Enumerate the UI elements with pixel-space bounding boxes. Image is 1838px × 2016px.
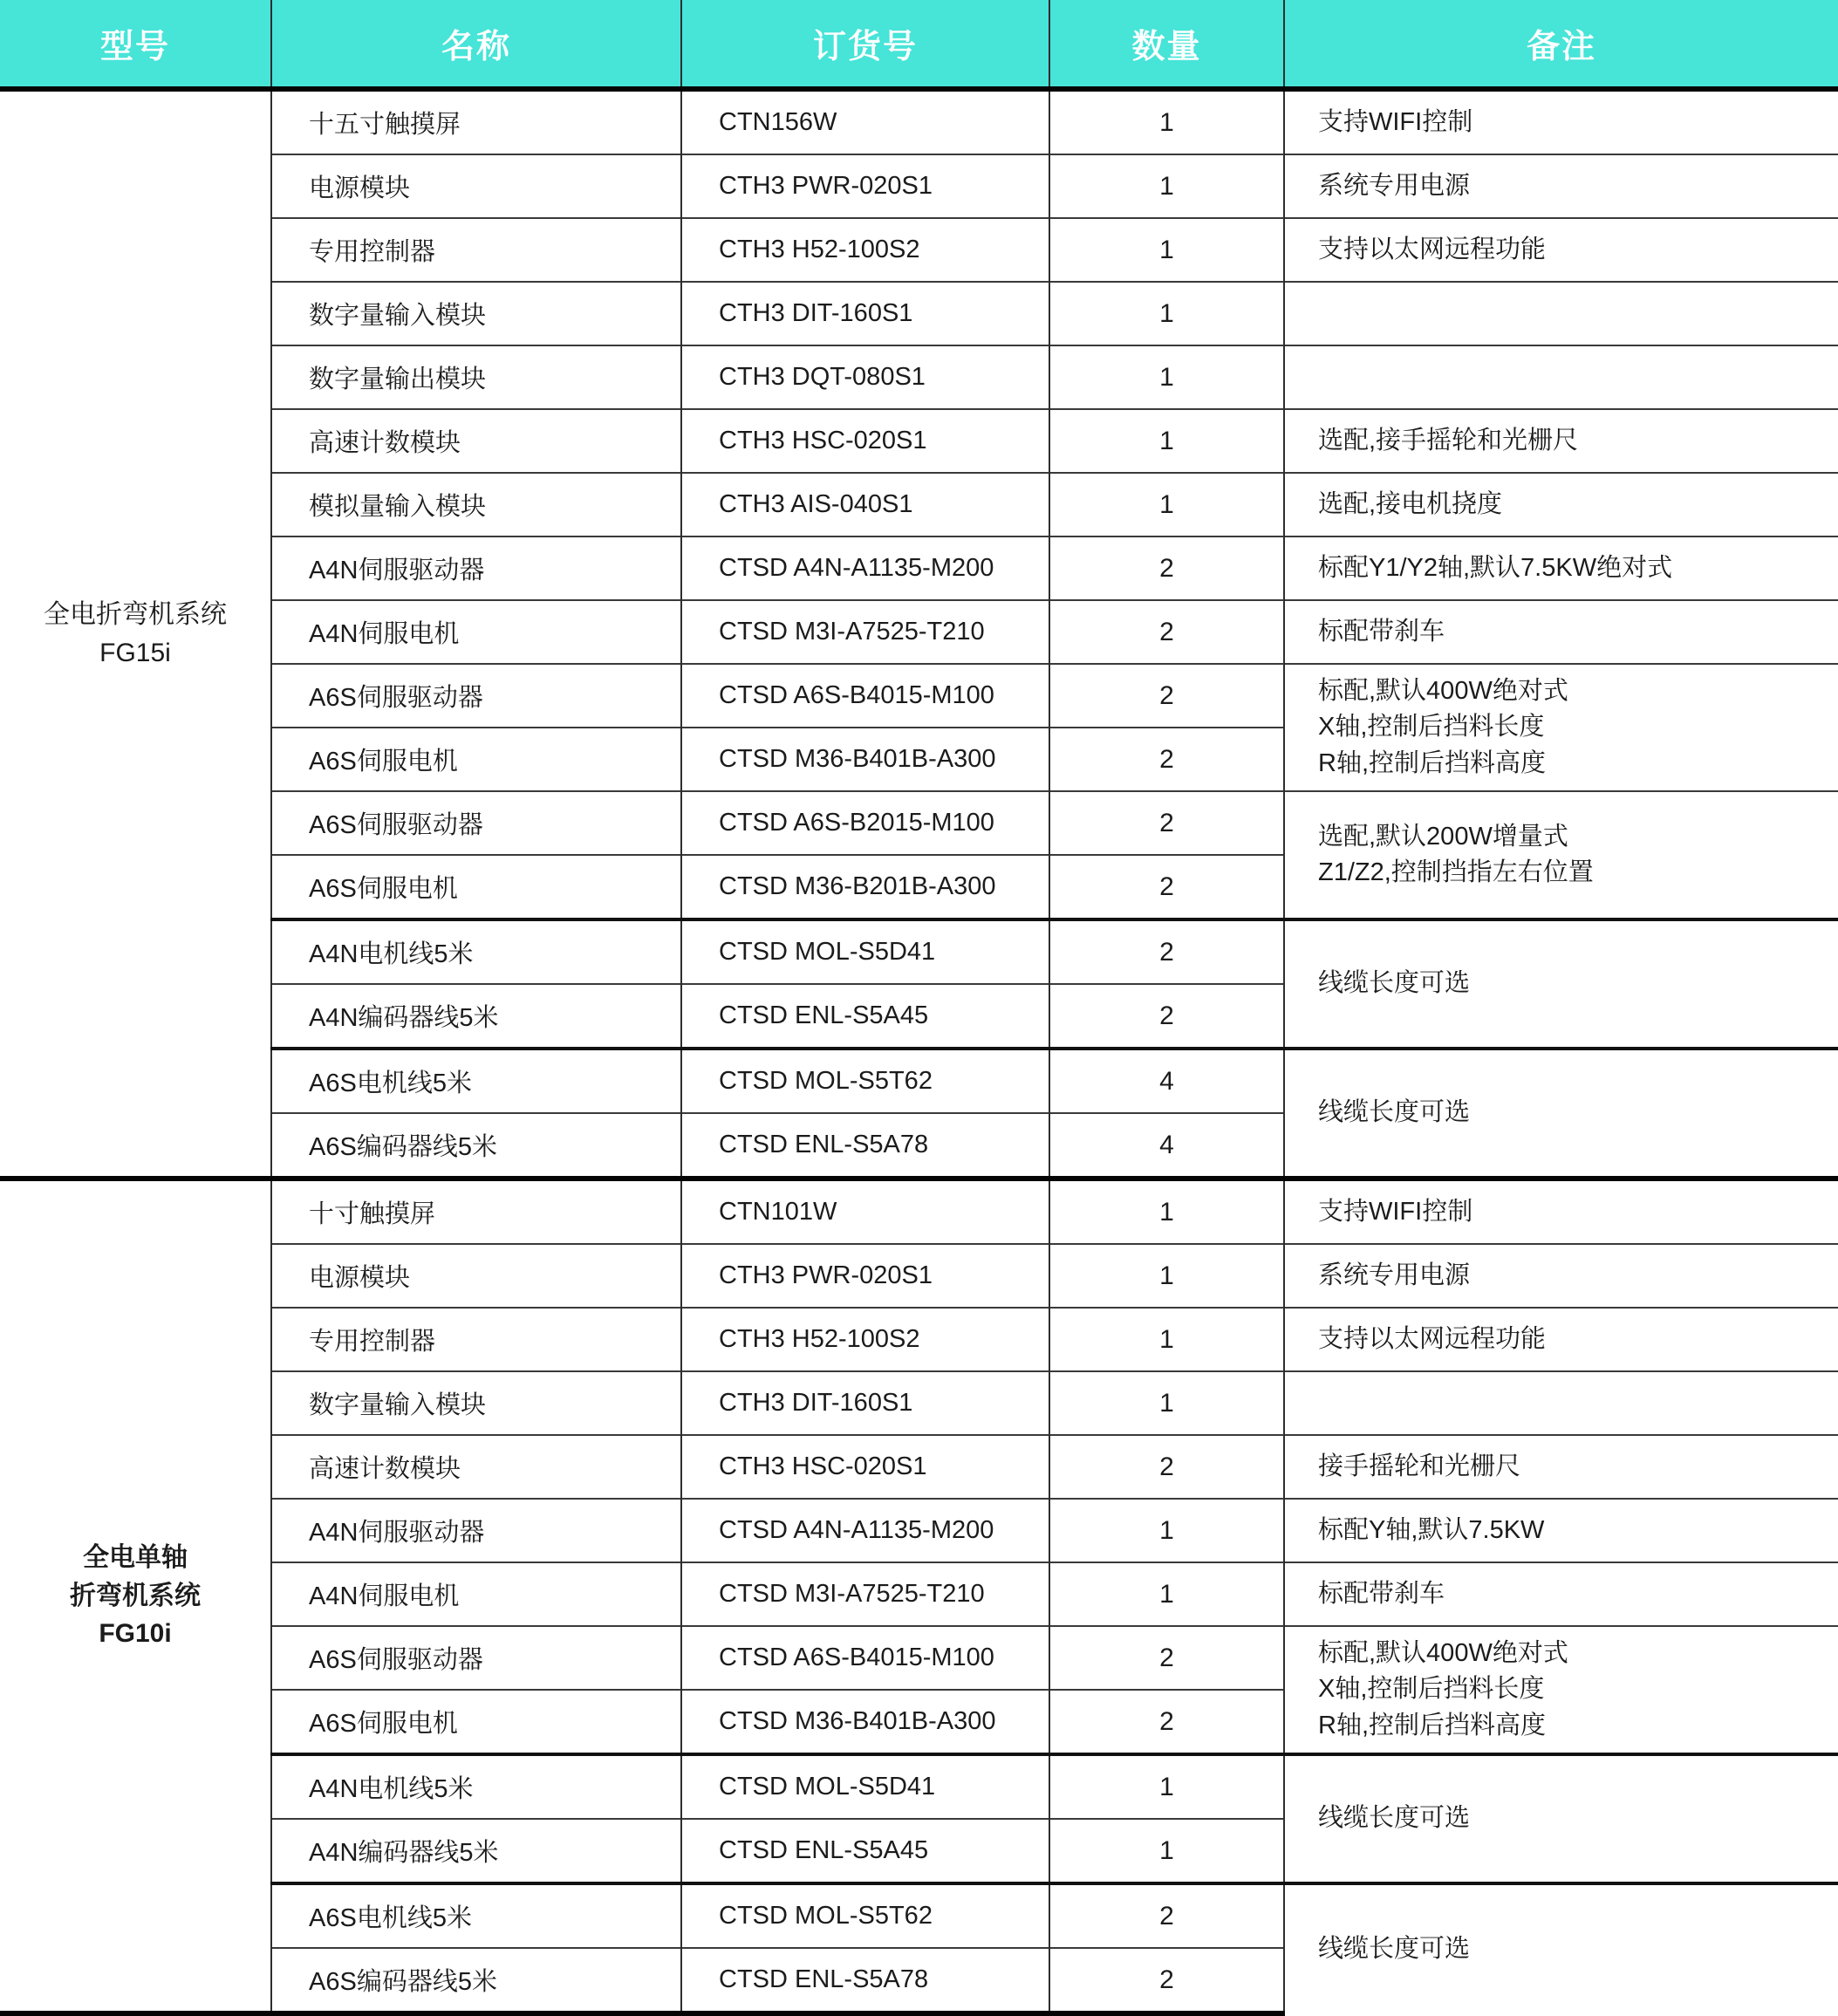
table-row <box>0 473 1838 536</box>
remark-cell <box>1284 409 1838 473</box>
order-number-cell: CTH3 DQT-080S1 <box>681 345 1049 409</box>
name-cell: 数字量输入模块 <box>271 1371 681 1435</box>
remark-cell <box>1284 1371 1838 1435</box>
name-cell: 十寸触摸屏 <box>271 1179 681 1244</box>
remark-line: 标配,默认400W绝对式 <box>1318 677 1568 706</box>
model-cell <box>0 1179 271 2013</box>
quantity-cell: 2 <box>1049 536 1284 600</box>
remark-cell <box>1284 1562 1838 1626</box>
name-cell: A6S编码器线5米 <box>271 1948 681 2013</box>
quantity-cell: 2 <box>1049 1435 1284 1499</box>
table-row <box>0 1244 1838 1308</box>
remark-cell <box>1284 1244 1838 1308</box>
order-number-cell: CTSD MOL-S5T62 <box>681 1883 1049 1948</box>
name-cell: 模拟量输入模块 <box>271 473 681 536</box>
name-cell: A6S伺服电机 <box>271 728 681 791</box>
order-number-cell: CTH3 HSC-020S1 <box>681 409 1049 473</box>
model-line: 全电折弯机系统 <box>44 600 227 629</box>
model-line: 全电单轴 <box>83 1543 188 1573</box>
order-number-cell: CTSD M3I-A7525-T210 <box>681 600 1049 664</box>
table-row <box>0 1308 1838 1371</box>
remark-cell <box>1284 89 1838 154</box>
quantity-cell: 1 <box>1049 89 1284 154</box>
quantity-cell: 1 <box>1049 1562 1284 1626</box>
table-row <box>0 154 1838 218</box>
table-row <box>0 1499 1838 1562</box>
remark-line: 线缆长度可选 <box>1318 1804 1471 1833</box>
order-number-cell: CTSD A6S-B4015-M100 <box>681 1626 1049 1690</box>
remark-cell <box>1284 536 1838 600</box>
name-cell: A4N伺服驱动器 <box>271 1499 681 1562</box>
remark-cell <box>1284 218 1838 282</box>
remark-cell <box>1284 791 1838 919</box>
table-row <box>0 919 1838 984</box>
order-number-cell: CTSD M3I-A7525-T210 <box>681 1562 1049 1626</box>
name-cell: A6S伺服驱动器 <box>271 791 681 855</box>
quantity-cell: 1 <box>1049 1244 1284 1308</box>
remark-line: R轴,控制后挡料高度 <box>1318 1711 1547 1739</box>
table-row <box>0 1371 1838 1435</box>
remark-line: 选配,默认200W增量式 <box>1318 822 1568 851</box>
table-row <box>0 600 1838 664</box>
remark-line: R轴,控制后挡料高度 <box>1318 748 1547 777</box>
order-number-cell: CTSD M36-B201B-A300 <box>681 855 1049 919</box>
remark-line: 标配Y轴,默认7.5KW <box>1318 1515 1545 1544</box>
name-cell: A6S编码器线5米 <box>271 1113 681 1179</box>
remark-cell <box>1284 1754 1838 1883</box>
quantity-cell: 1 <box>1049 409 1284 473</box>
order-number-cell: CTSD ENL-S5A45 <box>681 984 1049 1049</box>
remark-line: 标配Y1/Y2轴,默认7.5KW绝对式 <box>1318 553 1673 582</box>
table-body <box>0 89 1838 2013</box>
quantity-cell: 1 <box>1049 1179 1284 1244</box>
name-cell: 十五寸触摸屏 <box>271 89 681 154</box>
order-number-cell: CTSD A6S-B2015-M100 <box>681 791 1049 855</box>
quantity-cell: 1 <box>1049 473 1284 536</box>
name-cell: A4N电机线5米 <box>271 919 681 984</box>
remark-cell <box>1284 345 1838 409</box>
order-number-cell: CTSD MOL-S5T62 <box>681 1049 1049 1113</box>
column-header-quantity: 数量 <box>1049 0 1284 89</box>
order-number-cell: CTSD M36-B401B-A300 <box>681 728 1049 791</box>
model-line: FG10i <box>99 1619 172 1649</box>
order-number-cell: CTSD A6S-B4015-M100 <box>681 664 1049 728</box>
table-row <box>0 1435 1838 1499</box>
table-header <box>0 0 1838 89</box>
remark-line: 标配带刹车 <box>1318 617 1445 646</box>
order-number-cell: CTH3 PWR-020S1 <box>681 154 1049 218</box>
remark-line: 标配带刹车 <box>1318 1579 1445 1608</box>
table-row <box>0 1883 1838 1948</box>
table-row <box>0 89 1838 154</box>
remark-cell <box>1284 664 1838 791</box>
order-number-cell: CTH3 H52-100S2 <box>681 218 1049 282</box>
remark-cell <box>1284 1179 1838 1244</box>
quantity-cell: 2 <box>1049 1948 1284 2013</box>
order-number-cell: CTSD MOL-S5D41 <box>681 1754 1049 1819</box>
remark-line: 支持WIFI控制 <box>1318 1197 1473 1226</box>
table-row <box>0 345 1838 409</box>
name-cell: A6S电机线5米 <box>271 1883 681 1948</box>
name-cell: A6S电机线5米 <box>271 1049 681 1113</box>
table-row <box>0 536 1838 600</box>
remark-cell <box>1284 1883 1838 2013</box>
table-row <box>0 218 1838 282</box>
quantity-cell: 4 <box>1049 1113 1284 1179</box>
remark-cell <box>1284 919 1838 1049</box>
name-cell: 专用控制器 <box>271 1308 681 1371</box>
quantity-cell: 2 <box>1049 1626 1284 1690</box>
remark-line: 系统专用电源 <box>1318 171 1471 200</box>
order-number-cell: CTSD ENL-S5A78 <box>681 1948 1049 2013</box>
name-cell: A6S伺服电机 <box>271 855 681 919</box>
header-row <box>0 0 1838 89</box>
table-row <box>0 282 1838 345</box>
remark-cell <box>1284 1049 1838 1179</box>
order-number-cell: CTH3 H52-100S2 <box>681 1308 1049 1371</box>
table-row <box>0 409 1838 473</box>
quantity-cell: 1 <box>1049 1308 1284 1371</box>
remark-cell <box>1284 473 1838 536</box>
order-number-cell: CTSD M36-B401B-A300 <box>681 1690 1049 1754</box>
name-cell: A6S伺服电机 <box>271 1690 681 1754</box>
model-line: 折弯机系统 <box>70 1581 201 1610</box>
order-number-cell: CTSD ENL-S5A45 <box>681 1819 1049 1883</box>
remark-line: 支持以太网远程功能 <box>1318 1324 1547 1353</box>
name-cell: 电源模块 <box>271 1244 681 1308</box>
order-number-cell: CTSD ENL-S5A78 <box>681 1113 1049 1179</box>
remark-line: 支持以太网远程功能 <box>1318 235 1547 263</box>
order-number-cell: CTH3 PWR-020S1 <box>681 1244 1049 1308</box>
remark-cell <box>1284 600 1838 664</box>
column-header-model: 型号 <box>0 0 271 89</box>
table-row <box>0 791 1838 855</box>
name-cell: A4N伺服电机 <box>271 1562 681 1626</box>
remark-line: 线缆长度可选 <box>1318 1098 1471 1127</box>
column-header-order-number: 订货号 <box>681 0 1049 89</box>
order-number-cell: CTSD A4N-A1135-M200 <box>681 536 1049 600</box>
name-cell: A4N伺服电机 <box>271 600 681 664</box>
quantity-cell: 1 <box>1049 1499 1284 1562</box>
order-number-cell: CTH3 DIT-160S1 <box>681 1371 1049 1435</box>
quantity-cell: 2 <box>1049 855 1284 919</box>
name-cell: A4N编码器线5米 <box>271 1819 681 1883</box>
model-line: FG15i <box>99 638 171 667</box>
name-cell: A4N电机线5米 <box>271 1754 681 1819</box>
order-number-cell: CTH3 DIT-160S1 <box>681 282 1049 345</box>
remark-cell <box>1284 1435 1838 1499</box>
table-row <box>0 1562 1838 1626</box>
quantity-cell: 1 <box>1049 1371 1284 1435</box>
quantity-cell: 2 <box>1049 600 1284 664</box>
remark-line: X轴,控制后挡料长度 <box>1318 713 1545 741</box>
table-row <box>0 1049 1838 1113</box>
order-number-cell: CTH3 AIS-040S1 <box>681 473 1049 536</box>
name-cell: A4N编码器线5米 <box>271 984 681 1049</box>
remark-cell <box>1284 282 1838 345</box>
remark-line: Z1/Z2,控制挡指左右位置 <box>1318 858 1594 886</box>
remark-line: 标配,默认400W绝对式 <box>1318 1639 1568 1668</box>
quantity-cell: 1 <box>1049 218 1284 282</box>
quantity-cell: 1 <box>1049 282 1284 345</box>
remark-line: 线缆长度可选 <box>1318 969 1471 998</box>
column-header-name: 名称 <box>271 0 681 89</box>
quantity-cell: 4 <box>1049 1049 1284 1113</box>
quantity-cell: 1 <box>1049 1819 1284 1883</box>
quantity-cell: 2 <box>1049 728 1284 791</box>
order-number-cell: CTSD MOL-S5D41 <box>681 919 1049 984</box>
name-cell: A6S伺服驱动器 <box>271 664 681 728</box>
quantity-cell: 2 <box>1049 1883 1284 1948</box>
remark-cell <box>1284 1308 1838 1371</box>
remark-cell <box>1284 1499 1838 1562</box>
order-number-cell: CTN101W <box>681 1179 1049 1244</box>
table-row <box>0 1179 1838 1244</box>
remark-line: X轴,控制后挡料长度 <box>1318 1675 1545 1704</box>
remark-line: 选配,接电机挠度 <box>1318 489 1503 518</box>
order-number-cell: CTSD A4N-A1135-M200 <box>681 1499 1049 1562</box>
name-cell: 数字量输出模块 <box>271 345 681 409</box>
remark-line: 线缆长度可选 <box>1318 1934 1471 1963</box>
name-cell: A4N伺服驱动器 <box>271 536 681 600</box>
remark-line: 接手摇轮和光栅尺 <box>1318 1452 1521 1480</box>
quantity-cell: 1 <box>1049 345 1284 409</box>
remark-cell <box>1284 1626 1838 1754</box>
order-number-cell: CTH3 HSC-020S1 <box>681 1435 1049 1499</box>
order-number-cell: CTN156W <box>681 89 1049 154</box>
quantity-cell: 2 <box>1049 1690 1284 1754</box>
quantity-cell: 1 <box>1049 154 1284 218</box>
table-row <box>0 1754 1838 1819</box>
quantity-cell: 2 <box>1049 664 1284 728</box>
quantity-cell: 2 <box>1049 919 1284 984</box>
model-cell <box>0 89 271 1179</box>
table-row <box>0 1626 1838 1690</box>
name-cell: 高速计数模块 <box>271 409 681 473</box>
name-cell: 电源模块 <box>271 154 681 218</box>
quantity-cell: 2 <box>1049 791 1284 855</box>
table-row <box>0 664 1838 728</box>
remark-line: 选配,接手摇轮和光栅尺 <box>1318 426 1579 454</box>
name-cell: 专用控制器 <box>271 218 681 282</box>
column-header-remarks: 备注 <box>1284 0 1838 89</box>
remark-line: 系统专用电源 <box>1318 1261 1471 1289</box>
quantity-cell: 1 <box>1049 1754 1284 1819</box>
name-cell: 数字量输入模块 <box>271 282 681 345</box>
quantity-cell: 2 <box>1049 984 1284 1049</box>
remark-line: 支持WIFI控制 <box>1318 107 1473 136</box>
name-cell: A6S伺服驱动器 <box>271 1626 681 1690</box>
remark-cell <box>1284 154 1838 218</box>
name-cell: 高速计数模块 <box>271 1435 681 1499</box>
